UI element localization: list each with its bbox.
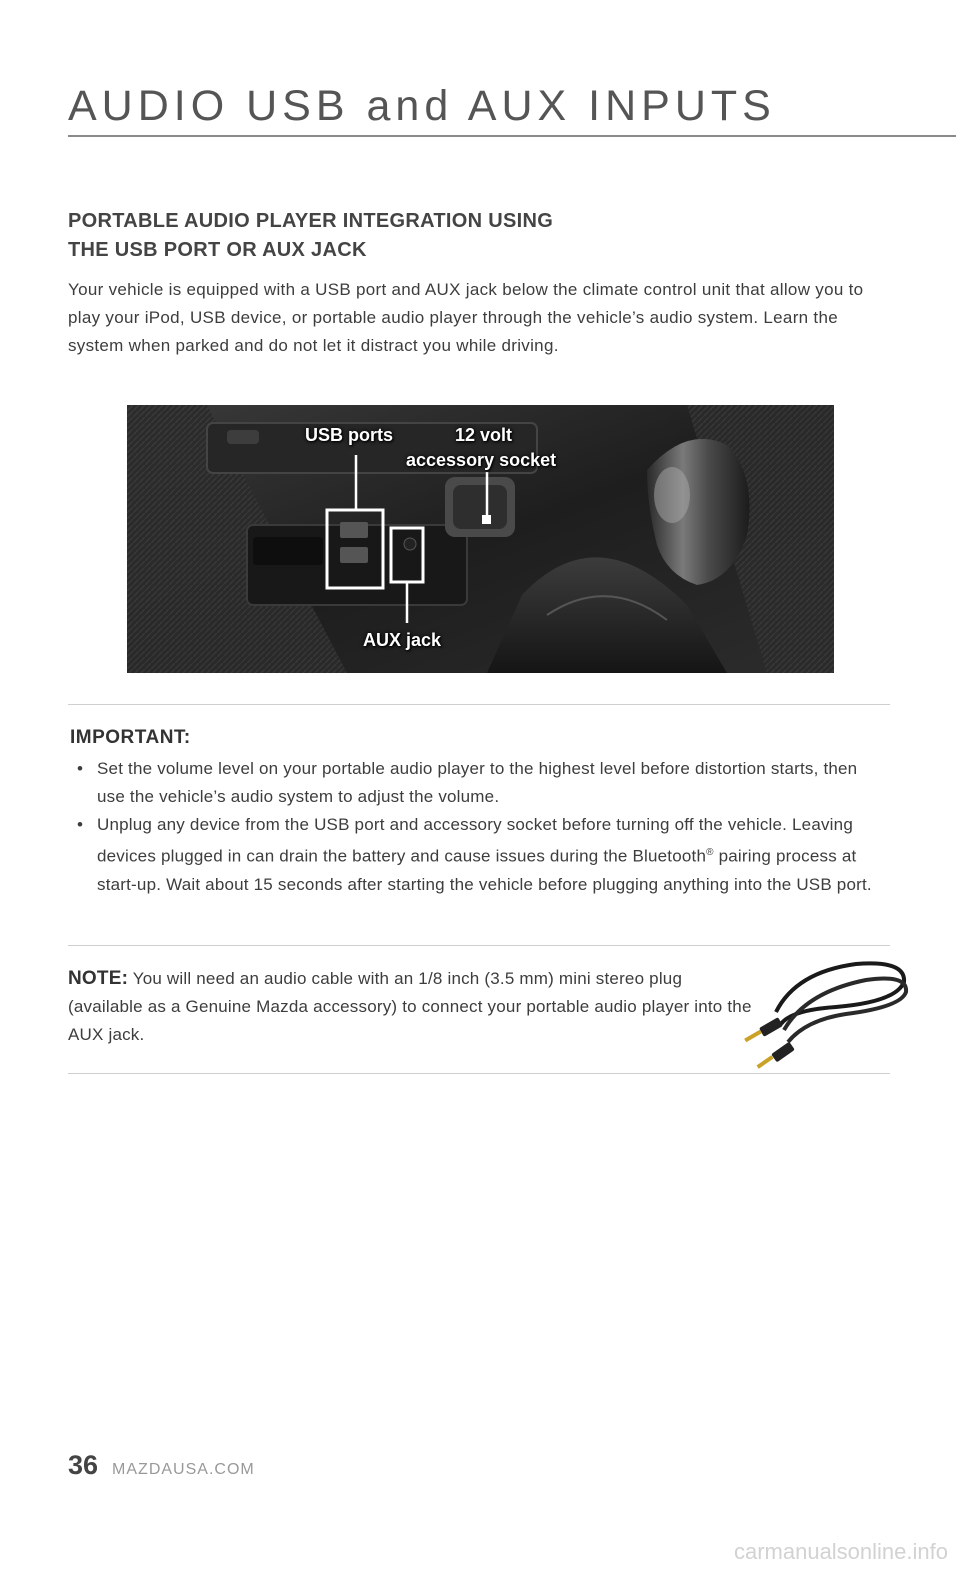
bullet-text: Set the volume level on your portable audio player to the highest level before distortion starts, then use the vehicle’s audio system to adjust the volume. bbox=[97, 759, 858, 806]
divider-3 bbox=[68, 1073, 890, 1074]
note-text: You will need an audio cable with an 1/8 inch (3.5 mm) mini stereo plug (available as a Genuine Mazda accessory) to connect your portable audio player into the AUX jack. bbox=[68, 969, 752, 1044]
section-heading-line-2: THE USB PORT OR AUX JACK bbox=[68, 239, 367, 261]
bullet-dot: • bbox=[77, 815, 84, 834]
registered-mark: ® bbox=[706, 847, 714, 858]
usb-ports-label: USB ports bbox=[305, 425, 394, 445]
note-label: NOTE: bbox=[68, 968, 129, 989]
intro-paragraph: Your vehicle is equipped with a USB port and AUX jack below the climate control unit that allow you to play your iPod, USB device, or portable audio player through the vehicle’s audio system. Learn the system when parked and do not let it distract you while driving. bbox=[68, 280, 864, 355]
socket-label-line-2: accessory socket bbox=[406, 450, 557, 470]
watermark: carmanualsonline.info bbox=[733, 1539, 948, 1564]
page-number: 36 bbox=[68, 1450, 99, 1480]
page-title: AUDIO USB and AUX INPUTS bbox=[68, 82, 776, 130]
audio-cable-image bbox=[736, 952, 911, 1072]
list-item bbox=[72, 811, 872, 899]
website-link[interactable]: MAZDAUSA.COM bbox=[112, 1461, 255, 1478]
important-list bbox=[72, 755, 872, 899]
divider-2 bbox=[68, 945, 890, 946]
title-divider bbox=[68, 135, 956, 137]
list-item bbox=[72, 755, 872, 811]
note-paragraph bbox=[68, 965, 758, 1049]
divider-1 bbox=[68, 704, 890, 705]
important-title: IMPORTANT: bbox=[70, 727, 191, 748]
section-heading bbox=[68, 207, 553, 265]
bullet-dot: • bbox=[77, 759, 84, 778]
socket-label-line-1: 12 volt bbox=[455, 425, 513, 445]
console-photo bbox=[127, 405, 834, 673]
bullet-text-part-2: pairing process at start-up. Wait about 15 seconds after starting the vehicle before plugging anything into the USB port. bbox=[97, 846, 872, 894]
footer bbox=[68, 1450, 255, 1481]
aux-jack-label: AUX jack bbox=[363, 630, 442, 650]
bullet-text-part-1: Unplug any device from the USB port and accessory socket before turning off the vehicle. Leaving devices plugged in can drain the battery and cause issues during the Bluetooth bbox=[97, 815, 853, 866]
section-heading-line-1: PORTABLE AUDIO PLAYER INTEGRATION USING bbox=[68, 210, 554, 232]
